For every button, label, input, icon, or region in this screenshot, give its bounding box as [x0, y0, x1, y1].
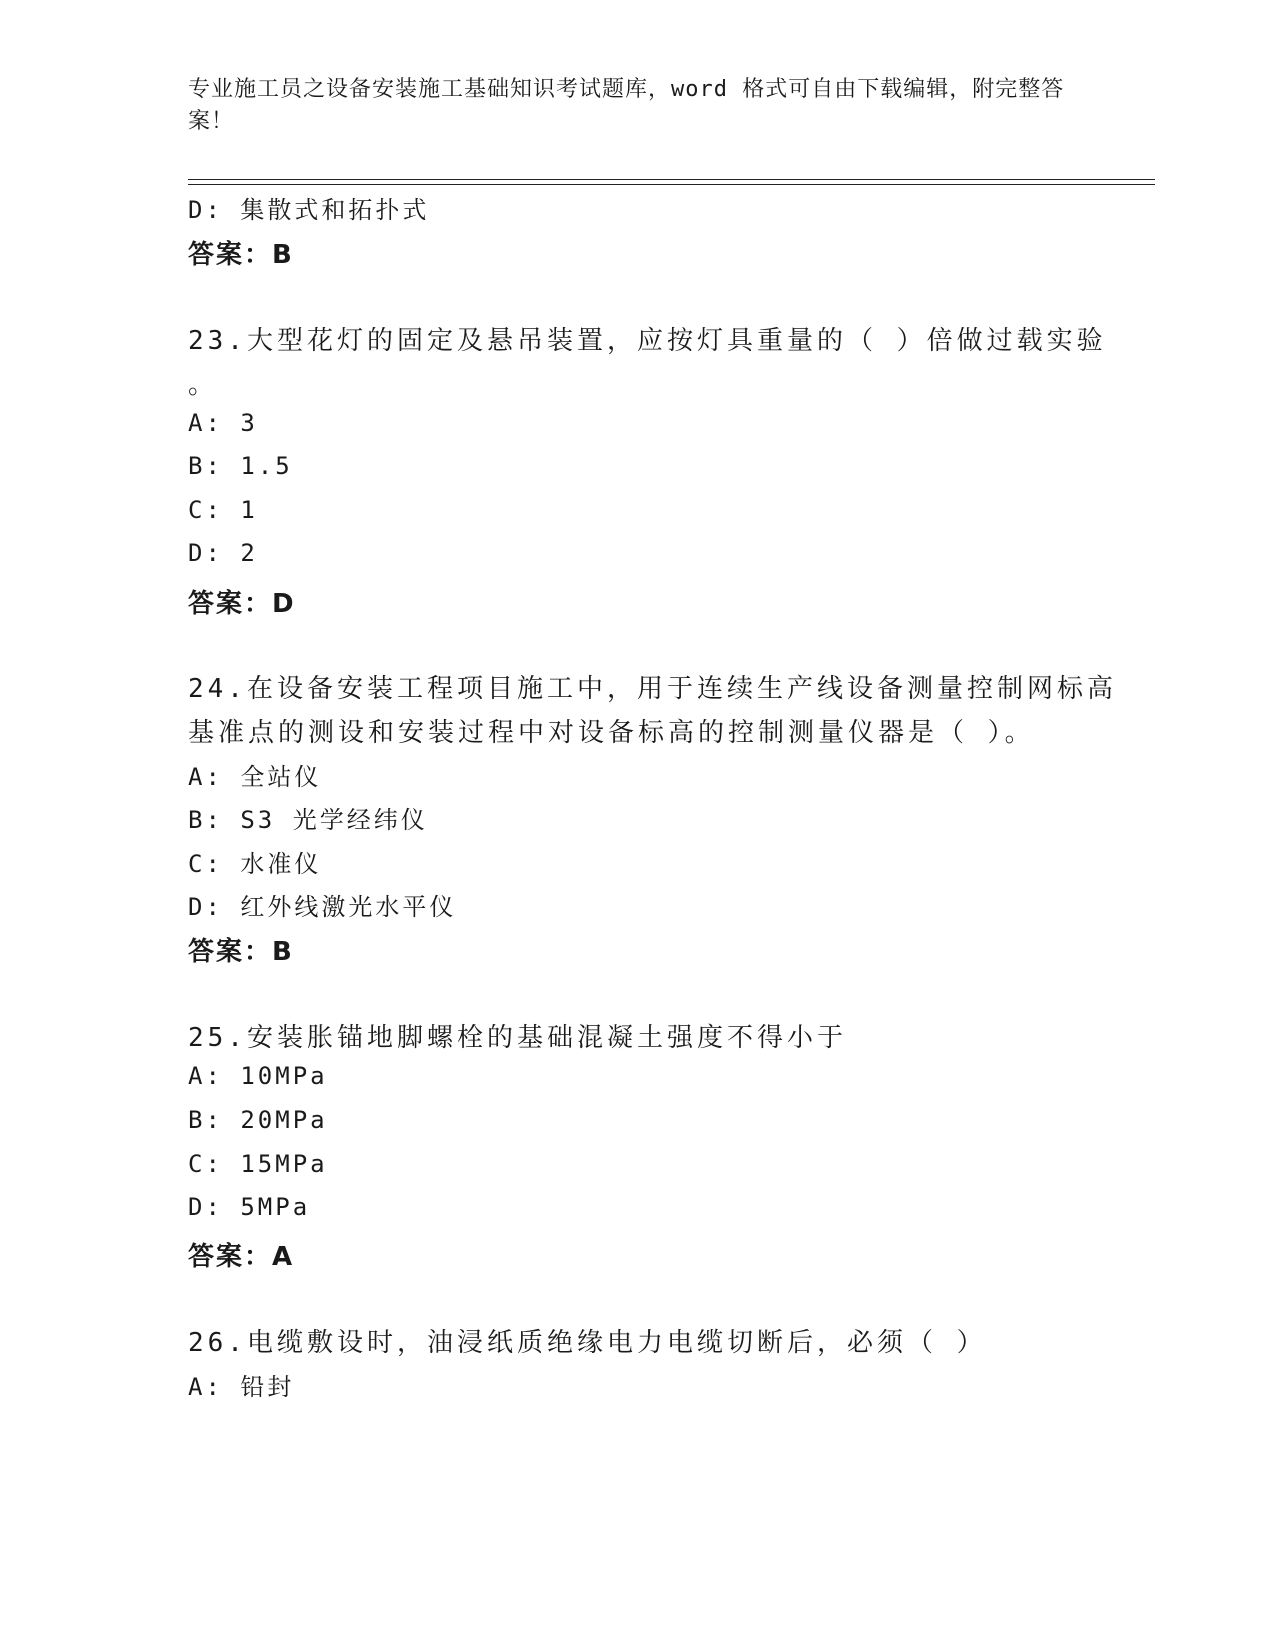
option-a: A: 10MPa	[188, 1062, 328, 1090]
option-a: A: 铅封	[188, 1373, 295, 1401]
answer: 答案：A	[188, 1242, 295, 1272]
header-divider	[188, 179, 1155, 180]
option-d: D: 5MPa	[188, 1193, 311, 1221]
option-a: A: 全站仪	[188, 763, 322, 791]
question-stem-continued: 。	[188, 370, 219, 400]
question-stem: 25.安装胀锚地脚螺栓的基础混凝土强度不得小于	[188, 1023, 847, 1053]
question-stem-continued: 基准点的测设和安装过程中对设备标高的控制测量仪器是（ ）。	[188, 718, 1035, 748]
question-stem: 23.大型花灯的固定及悬吊装置，应按灯具重量的（ ）倍做过载实验	[188, 326, 1107, 356]
answer: 答案：D	[188, 589, 296, 619]
option-d: D: 集散式和拓扑式	[188, 196, 430, 224]
option-b: B: 1.5	[188, 452, 293, 480]
option-b: B: 20MPa	[188, 1106, 328, 1134]
option-c: C: 1	[188, 496, 258, 524]
option-d: D: 2	[188, 539, 258, 567]
option-c: C: 15MPa	[188, 1150, 328, 1178]
document-header: 专业施工员之设备安装施工基础知识考试题库，word 格式可自由下载编辑，附完整答案！	[188, 77, 1065, 134]
option-a: A: 3	[188, 409, 258, 437]
option-c: C: 水准仪	[188, 850, 322, 878]
answer: 答案：B	[188, 937, 294, 967]
option-b: B: S3 光学经纬仪	[188, 806, 428, 834]
option-d: D: 红外线激光水平仪	[188, 893, 457, 921]
answer: 答案：B	[188, 240, 294, 270]
header-divider	[188, 184, 1155, 185]
question-stem: 26.电缆敷设时，油浸纸质绝缘电力电缆切断后，必须（ ）	[188, 1328, 987, 1358]
question-stem: 24.在设备安装工程项目施工中，用于连续生产线设备测量控制网标高	[188, 674, 1117, 704]
